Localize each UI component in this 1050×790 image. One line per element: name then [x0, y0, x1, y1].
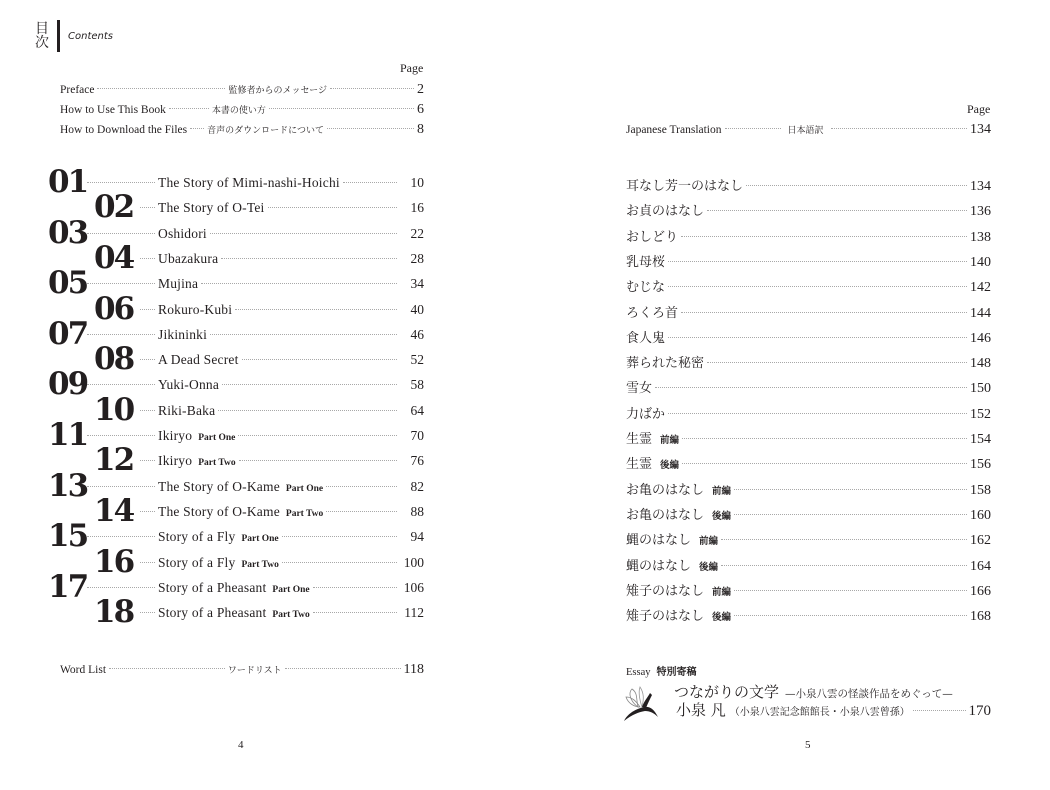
story-page: 136	[970, 204, 991, 220]
story-title: Story of a Pheasant	[158, 605, 267, 621]
leader-dots	[210, 233, 397, 234]
story-title-ja: お亀のはなし	[626, 507, 705, 523]
essay-author: 小泉 凡	[676, 701, 726, 719]
leader-dots	[746, 185, 967, 186]
toc-entry-story-ja[interactable]	[626, 479, 991, 499]
entry-title: Japanese Translation	[626, 124, 722, 136]
toc-entry-story[interactable]	[140, 302, 424, 318]
leader-dots	[87, 233, 155, 234]
story-part: Part Two	[198, 458, 236, 469]
leader-dots	[734, 514, 967, 515]
toc-entry-story[interactable]	[87, 226, 424, 242]
toc-entry-story-ja[interactable]	[626, 200, 991, 220]
leader-dots	[140, 612, 155, 613]
toc-entry-story[interactable]	[140, 200, 424, 216]
leader-dots	[721, 565, 967, 566]
entry-title-ja: 日本語訳	[787, 126, 824, 136]
leader-dots	[109, 668, 225, 669]
essay-label-ja: 特別寄稿	[656, 667, 697, 678]
leader-dots	[140, 207, 155, 208]
story-page: 168	[970, 609, 991, 625]
leader-dots	[343, 182, 397, 183]
story-title-ja: 蝿のはなし	[626, 558, 692, 574]
story-page: 64	[410, 402, 424, 418]
entry-title: Word List	[60, 664, 107, 676]
story-number: 18	[94, 594, 134, 631]
toc-entry-story-ja[interactable]	[626, 555, 991, 575]
leader-dots	[285, 668, 401, 669]
essay-label	[626, 663, 697, 678]
story-page: 138	[970, 229, 991, 245]
leader-dots	[87, 283, 155, 284]
toc-entry-story[interactable]	[140, 555, 424, 571]
entry-title-ja: 監修者からのメッセージ	[228, 86, 327, 96]
header-title: Contents	[68, 30, 113, 42]
leader-dots	[913, 710, 966, 711]
story-number: 12	[94, 442, 134, 479]
story-title: Rokuro-Kubi	[158, 301, 233, 317]
story-page: 148	[970, 356, 991, 372]
contents-header	[34, 20, 113, 52]
toc-entry-japanese-translation[interactable]	[626, 122, 991, 138]
story-title-ja: 雉子のはなし	[626, 609, 705, 625]
entry-title-ja: ワードリスト	[227, 666, 282, 676]
story-title: The Story of Mimi-nashi-Hoichi	[158, 175, 340, 190]
story-page: 144	[970, 305, 991, 321]
story-part-ja: 後編	[660, 460, 680, 472]
story-page: 100	[403, 554, 424, 570]
leader-dots	[87, 536, 155, 537]
leader-dots	[235, 309, 397, 310]
toc-entry-story-ja[interactable]	[626, 453, 991, 473]
story-part-ja: 前編	[712, 485, 732, 497]
story-number: 16	[94, 543, 134, 580]
entry-title: How to Download the Files	[60, 124, 188, 136]
story-page: 52	[410, 352, 424, 368]
leader-dots	[313, 587, 397, 588]
story-title: Mujina	[158, 276, 199, 292]
leader-dots	[682, 438, 967, 439]
toc-entry-story[interactable]	[87, 529, 424, 545]
leader-dots	[239, 460, 397, 461]
toc-entry-story-ja[interactable]	[626, 251, 991, 271]
leader-dots	[725, 128, 781, 129]
story-number: 03	[48, 214, 88, 251]
leader-dots	[210, 334, 397, 335]
story-title-ja: 生霊	[626, 432, 653, 447]
story-title-ja: 食人鬼	[626, 330, 666, 346]
story-page: 164	[970, 558, 991, 574]
story-page: 156	[970, 457, 991, 473]
story-number: 17	[48, 568, 88, 605]
toc-entry-story-ja[interactable]	[626, 352, 991, 372]
story-page: 146	[970, 330, 991, 346]
leader-dots	[87, 587, 155, 588]
leader-dots	[681, 312, 967, 313]
toc-entry-story[interactable]	[140, 251, 424, 267]
toc-entry-story[interactable]	[140, 352, 424, 368]
leader-dots	[327, 128, 414, 129]
story-part: Part One	[198, 433, 236, 443]
toc-entry-story[interactable]	[140, 504, 424, 520]
story-title-ja: ろくろ首	[626, 305, 679, 321]
story-page: 16	[410, 200, 424, 216]
leader-dots	[655, 387, 967, 388]
toc-entry-story-ja[interactable]	[626, 529, 991, 549]
story-page: 106	[403, 579, 424, 595]
toc-entry-story[interactable]	[87, 428, 424, 444]
leader-dots	[668, 413, 967, 414]
leader-dots	[282, 562, 397, 563]
header-divider	[57, 20, 60, 52]
story-page: 140	[970, 254, 991, 270]
story-page: 166	[970, 583, 991, 599]
leader-dots	[668, 286, 967, 287]
toc-entry-story-ja[interactable]	[626, 403, 991, 423]
story-title-ja: 雉子のはなし	[626, 583, 705, 599]
story-part-ja: 後編	[712, 612, 732, 624]
story-number: 15	[48, 518, 88, 555]
story-page: 158	[970, 482, 991, 498]
toc-entry-story-ja[interactable]	[626, 327, 991, 347]
page-column-label: Page	[400, 61, 424, 75]
entry-title-ja: 本書の使い方	[211, 106, 266, 116]
toc-entry-story-ja[interactable]	[626, 504, 991, 524]
story-page: 134	[970, 179, 991, 194]
leader-dots	[734, 590, 967, 591]
story-title-ja: 乳母桜	[626, 254, 666, 270]
entry-page: 118	[403, 662, 424, 677]
story-number: 05	[48, 265, 88, 302]
page-number: 4	[238, 739, 244, 751]
story-page: 152	[970, 406, 991, 422]
toc-entry-story-ja[interactable]	[626, 428, 991, 448]
leader-dots	[681, 236, 967, 237]
toc-entry-story[interactable]	[140, 605, 424, 621]
leader-dots	[269, 108, 414, 109]
story-number: 01	[48, 164, 88, 200]
story-title: A Dead Secret	[158, 352, 239, 368]
story-page: 34	[410, 276, 424, 292]
header-kanji	[34, 22, 50, 50]
header-kanji-top: 目	[35, 21, 49, 37]
leader-dots	[140, 511, 155, 512]
story-part-ja: 後編	[699, 561, 719, 573]
story-title: Story of a Fly	[158, 554, 236, 570]
story-title-ja: 蝿のはなし	[626, 533, 692, 549]
leader-dots	[707, 210, 967, 211]
toc-entry-story-ja[interactable]	[626, 302, 991, 322]
toc-entry-preface[interactable]	[60, 82, 424, 98]
story-title: The Story of O-Kame	[158, 478, 280, 494]
story-page: 162	[970, 533, 991, 549]
essay-subtitle: —小泉八雲の怪談作品をめぐって—	[785, 688, 953, 700]
leader-dots	[87, 182, 155, 183]
leader-dots	[707, 362, 967, 363]
toc-entry-story-ja[interactable]	[626, 226, 991, 246]
entry-page: 170	[968, 703, 991, 719]
lily-flower-icon	[618, 683, 662, 725]
essay-label-en: Essay	[626, 667, 651, 678]
story-title-ja: 葬られた秘密	[626, 356, 705, 372]
story-part-ja: 後編	[712, 510, 732, 522]
toc-entry-story-ja[interactable]	[626, 175, 991, 195]
leader-dots	[87, 334, 155, 335]
story-page: 94	[410, 529, 424, 545]
leader-dots	[140, 309, 155, 310]
story-part: Part One	[285, 483, 324, 494]
story-page: 154	[970, 432, 991, 447]
entry-title: How to Use This Book	[60, 104, 166, 116]
story-title: Story of a Pheasant	[158, 579, 267, 595]
story-number: 09	[48, 366, 88, 403]
toc-entry-story[interactable]	[87, 175, 424, 191]
story-page: 70	[410, 428, 424, 443]
story-page: 22	[410, 225, 424, 241]
leader-dots	[140, 562, 155, 563]
story-title: Ikiryo	[158, 428, 193, 443]
story-page: 10	[410, 175, 424, 190]
story-part-ja: 前編	[660, 435, 680, 446]
story-page: 88	[410, 503, 424, 519]
story-number: 14	[94, 492, 134, 529]
story-page: 112	[404, 605, 424, 621]
right-page	[525, 0, 1050, 790]
toc-entry-story[interactable]	[87, 580, 424, 596]
leader-dots	[326, 511, 397, 512]
entry-page: 8	[417, 122, 424, 137]
story-title: Ikiryo	[158, 453, 193, 469]
story-page: 150	[970, 381, 991, 397]
leader-dots	[222, 384, 397, 385]
toc-entry-story-ja[interactable]	[626, 377, 991, 397]
leader-dots	[140, 460, 155, 461]
leader-dots	[87, 435, 155, 436]
story-title: Yuki-Onna	[158, 377, 220, 393]
story-page: 40	[410, 301, 424, 317]
story-page: 46	[410, 326, 424, 342]
story-number: 08	[94, 341, 134, 378]
leader-dots	[218, 410, 397, 411]
toc-entry-download[interactable]	[60, 122, 424, 138]
story-part: Part One	[272, 584, 310, 595]
leader-dots	[97, 88, 225, 89]
story-title-ja: 耳なし芳一のはなし	[626, 179, 744, 194]
entry-title-ja: 音声のダウンロードについて	[207, 126, 324, 136]
header-kanji-bottom: 次	[35, 35, 49, 51]
entry-page: 2	[417, 82, 424, 97]
story-title: Riki-Baka	[158, 402, 216, 418]
story-title: Jikininki	[158, 326, 208, 342]
leader-dots	[330, 88, 414, 89]
story-title-ja: お亀のはなし	[626, 482, 705, 498]
page-number: 5	[805, 739, 811, 751]
toc-entry-story-ja[interactable]	[626, 580, 991, 600]
toc-entry-word-list[interactable]	[60, 662, 424, 678]
toc-entry-story[interactable]	[140, 403, 424, 419]
entry-page: 134	[970, 122, 991, 137]
toc-entry-essay[interactable]	[676, 699, 991, 720]
story-number: 11	[48, 417, 88, 453]
essay-affiliation: （小泉八雲記念館館長・小泉八雲曾孫）	[729, 707, 910, 718]
toc-entry-story[interactable]	[87, 377, 424, 393]
story-number: 02	[94, 189, 134, 226]
leader-dots	[268, 207, 397, 208]
leader-dots	[140, 410, 155, 411]
toc-entry-story[interactable]	[87, 327, 424, 343]
story-title: Story of a Fly	[158, 529, 236, 545]
essay-title-main: つながりの文学	[674, 683, 780, 701]
story-number: 10	[94, 391, 134, 428]
leader-dots	[668, 337, 967, 338]
leader-dots	[734, 489, 967, 490]
toc-entry-story-ja[interactable]	[626, 276, 991, 296]
story-page: 28	[410, 250, 424, 266]
story-part: Part One	[241, 534, 279, 545]
story-title: Oshidori	[158, 225, 207, 241]
leader-dots	[190, 128, 204, 129]
leader-dots	[831, 128, 967, 129]
toc-entry-story[interactable]	[87, 276, 424, 292]
leader-dots	[87, 486, 155, 487]
story-page: 58	[410, 377, 424, 393]
leader-dots	[140, 359, 155, 360]
toc-entry-story[interactable]	[140, 453, 424, 469]
story-part: Part Two	[272, 610, 310, 621]
story-number: 06	[94, 290, 134, 327]
leader-dots	[140, 258, 155, 259]
story-title-ja: 力ばか	[626, 406, 666, 422]
story-title-ja: おしどり	[626, 229, 679, 245]
leader-dots	[734, 615, 967, 616]
story-page: 82	[410, 478, 424, 494]
leader-dots	[668, 261, 967, 262]
story-part-ja: 前編	[699, 536, 719, 548]
leader-dots	[282, 536, 397, 537]
page-column-label: Page	[967, 102, 991, 116]
leader-dots	[238, 435, 397, 436]
story-title-ja: むじな	[626, 280, 666, 296]
story-title: Ubazakura	[158, 250, 219, 266]
toc-entry-story[interactable]	[87, 479, 424, 495]
story-page: 142	[970, 280, 991, 296]
leader-dots	[201, 283, 397, 284]
leader-dots	[721, 539, 967, 540]
leader-dots	[87, 384, 155, 385]
leader-dots	[169, 108, 209, 109]
story-title: The Story of O-Kame	[158, 503, 280, 519]
leader-dots	[313, 612, 397, 613]
story-title-ja: お貞のはなし	[626, 204, 705, 220]
story-part: Part Two	[241, 559, 279, 570]
entry-title: Preface	[60, 84, 95, 96]
leader-dots	[242, 359, 397, 360]
story-number: 07	[48, 315, 88, 352]
leader-dots	[682, 463, 967, 464]
leader-dots	[221, 258, 397, 259]
story-page: 76	[410, 453, 424, 469]
toc-entry-how-to-use[interactable]	[60, 102, 424, 118]
story-number: 04	[94, 239, 134, 276]
story-part-ja: 前編	[712, 586, 732, 598]
story-title: The Story of O-Tei	[158, 200, 265, 216]
story-part: Part Two	[285, 508, 324, 519]
story-number: 13	[48, 467, 88, 504]
leader-dots	[326, 486, 397, 487]
toc-entry-story-ja[interactable]	[626, 605, 991, 625]
entry-page: 6	[417, 102, 424, 117]
story-title-ja: 生霊	[626, 457, 653, 473]
story-title-ja: 雪女	[626, 381, 653, 397]
story-page: 160	[970, 507, 991, 523]
